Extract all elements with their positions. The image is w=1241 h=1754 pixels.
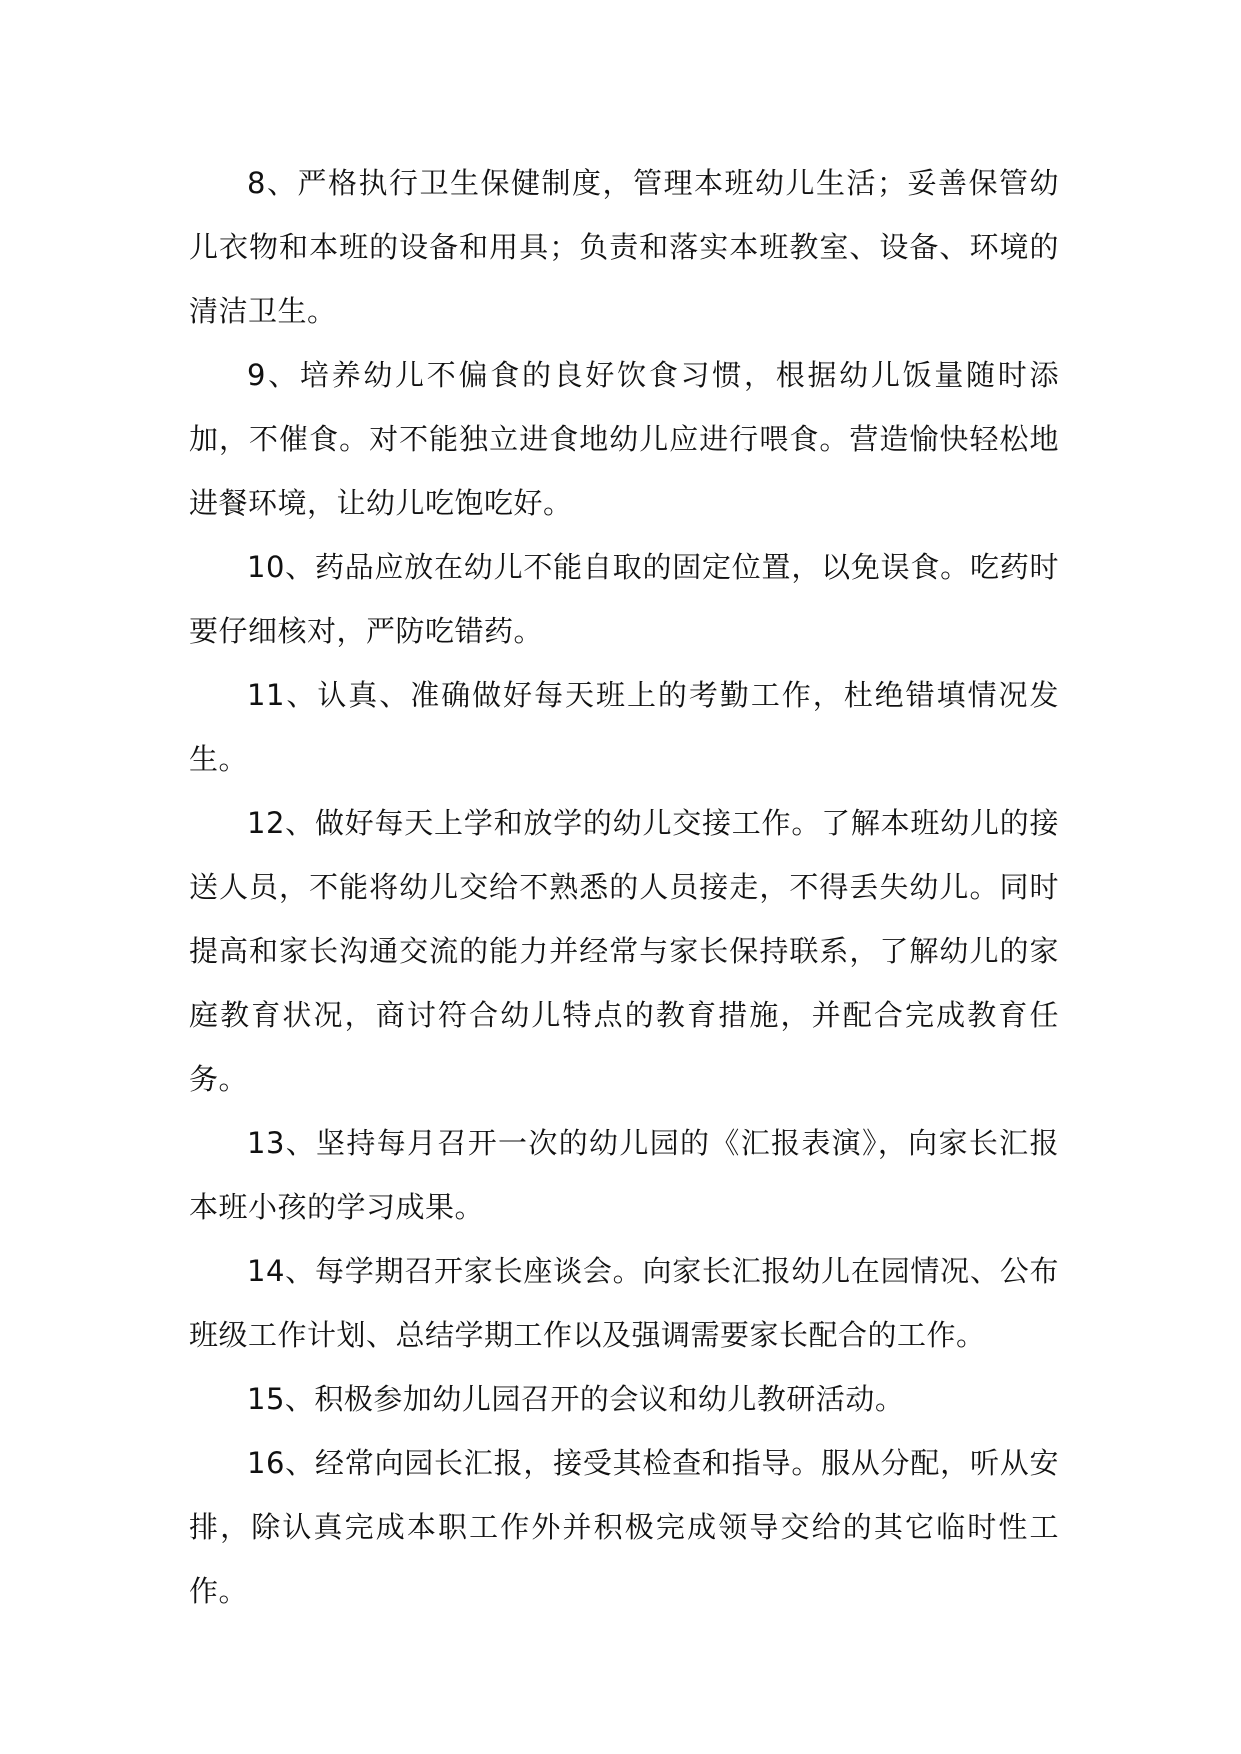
paragraph-14: 14、每学期召开家长座谈会。向家长汇报幼儿在园情况、公布班级工作计划、总结学期工作以及强调需要家长配合的工作。: [189, 1254, 1059, 1352]
paragraph-10: 10、药品应放在幼儿不能自取的固定位置，以免误食。吃药时要仔细核对，严防吃错药。: [189, 550, 1059, 648]
paragraph-8: 8、严格执行卫生保健制度，管理本班幼儿生活；妥善保管幼儿衣物和本班的设备和用具；负责和落实本班教室、设备、环境的清洁卫生。: [189, 166, 1059, 328]
paragraph-13: 13、坚持每月召开一次的幼儿园的《汇报表演》，向家长汇报本班小孩的学习成果。: [189, 1126, 1059, 1224]
paragraph-16: 16、经常向园长汇报，接受其检查和指导。服从分配，听从安排，除认真完成本职工作外并积极完成领导交给的其它临时性工作。: [189, 1446, 1059, 1608]
paragraph-12: 12、做好每天上学和放学的幼儿交接工作。了解本班幼儿的接送人员，不能将幼儿交给不熟悉的人员接走，不得丢失幼儿。同时提高和家长沟通交流的能力并经常与家长保持联系，了解幼儿的家庭教育状况，商讨符合幼儿特点的教育措施，并配合完成教育任务。: [189, 806, 1059, 1096]
document-body: [189, 151, 1059, 1623]
paragraph-15: 15、积极参加幼儿园召开的会议和幼儿教研活动。: [247, 1382, 905, 1416]
paragraph-9: 9、培养幼儿不偏食的良好饮食习惯，根据幼儿饭量随时添加，不催食。对不能独立进食地幼儿应进行喂食。营造愉快轻松地进餐环境，让幼儿吃饱吃好。: [189, 358, 1059, 520]
paragraph-11: 11、认真、准确做好每天班上的考勤工作，杜绝错填情况发生。: [189, 678, 1059, 776]
